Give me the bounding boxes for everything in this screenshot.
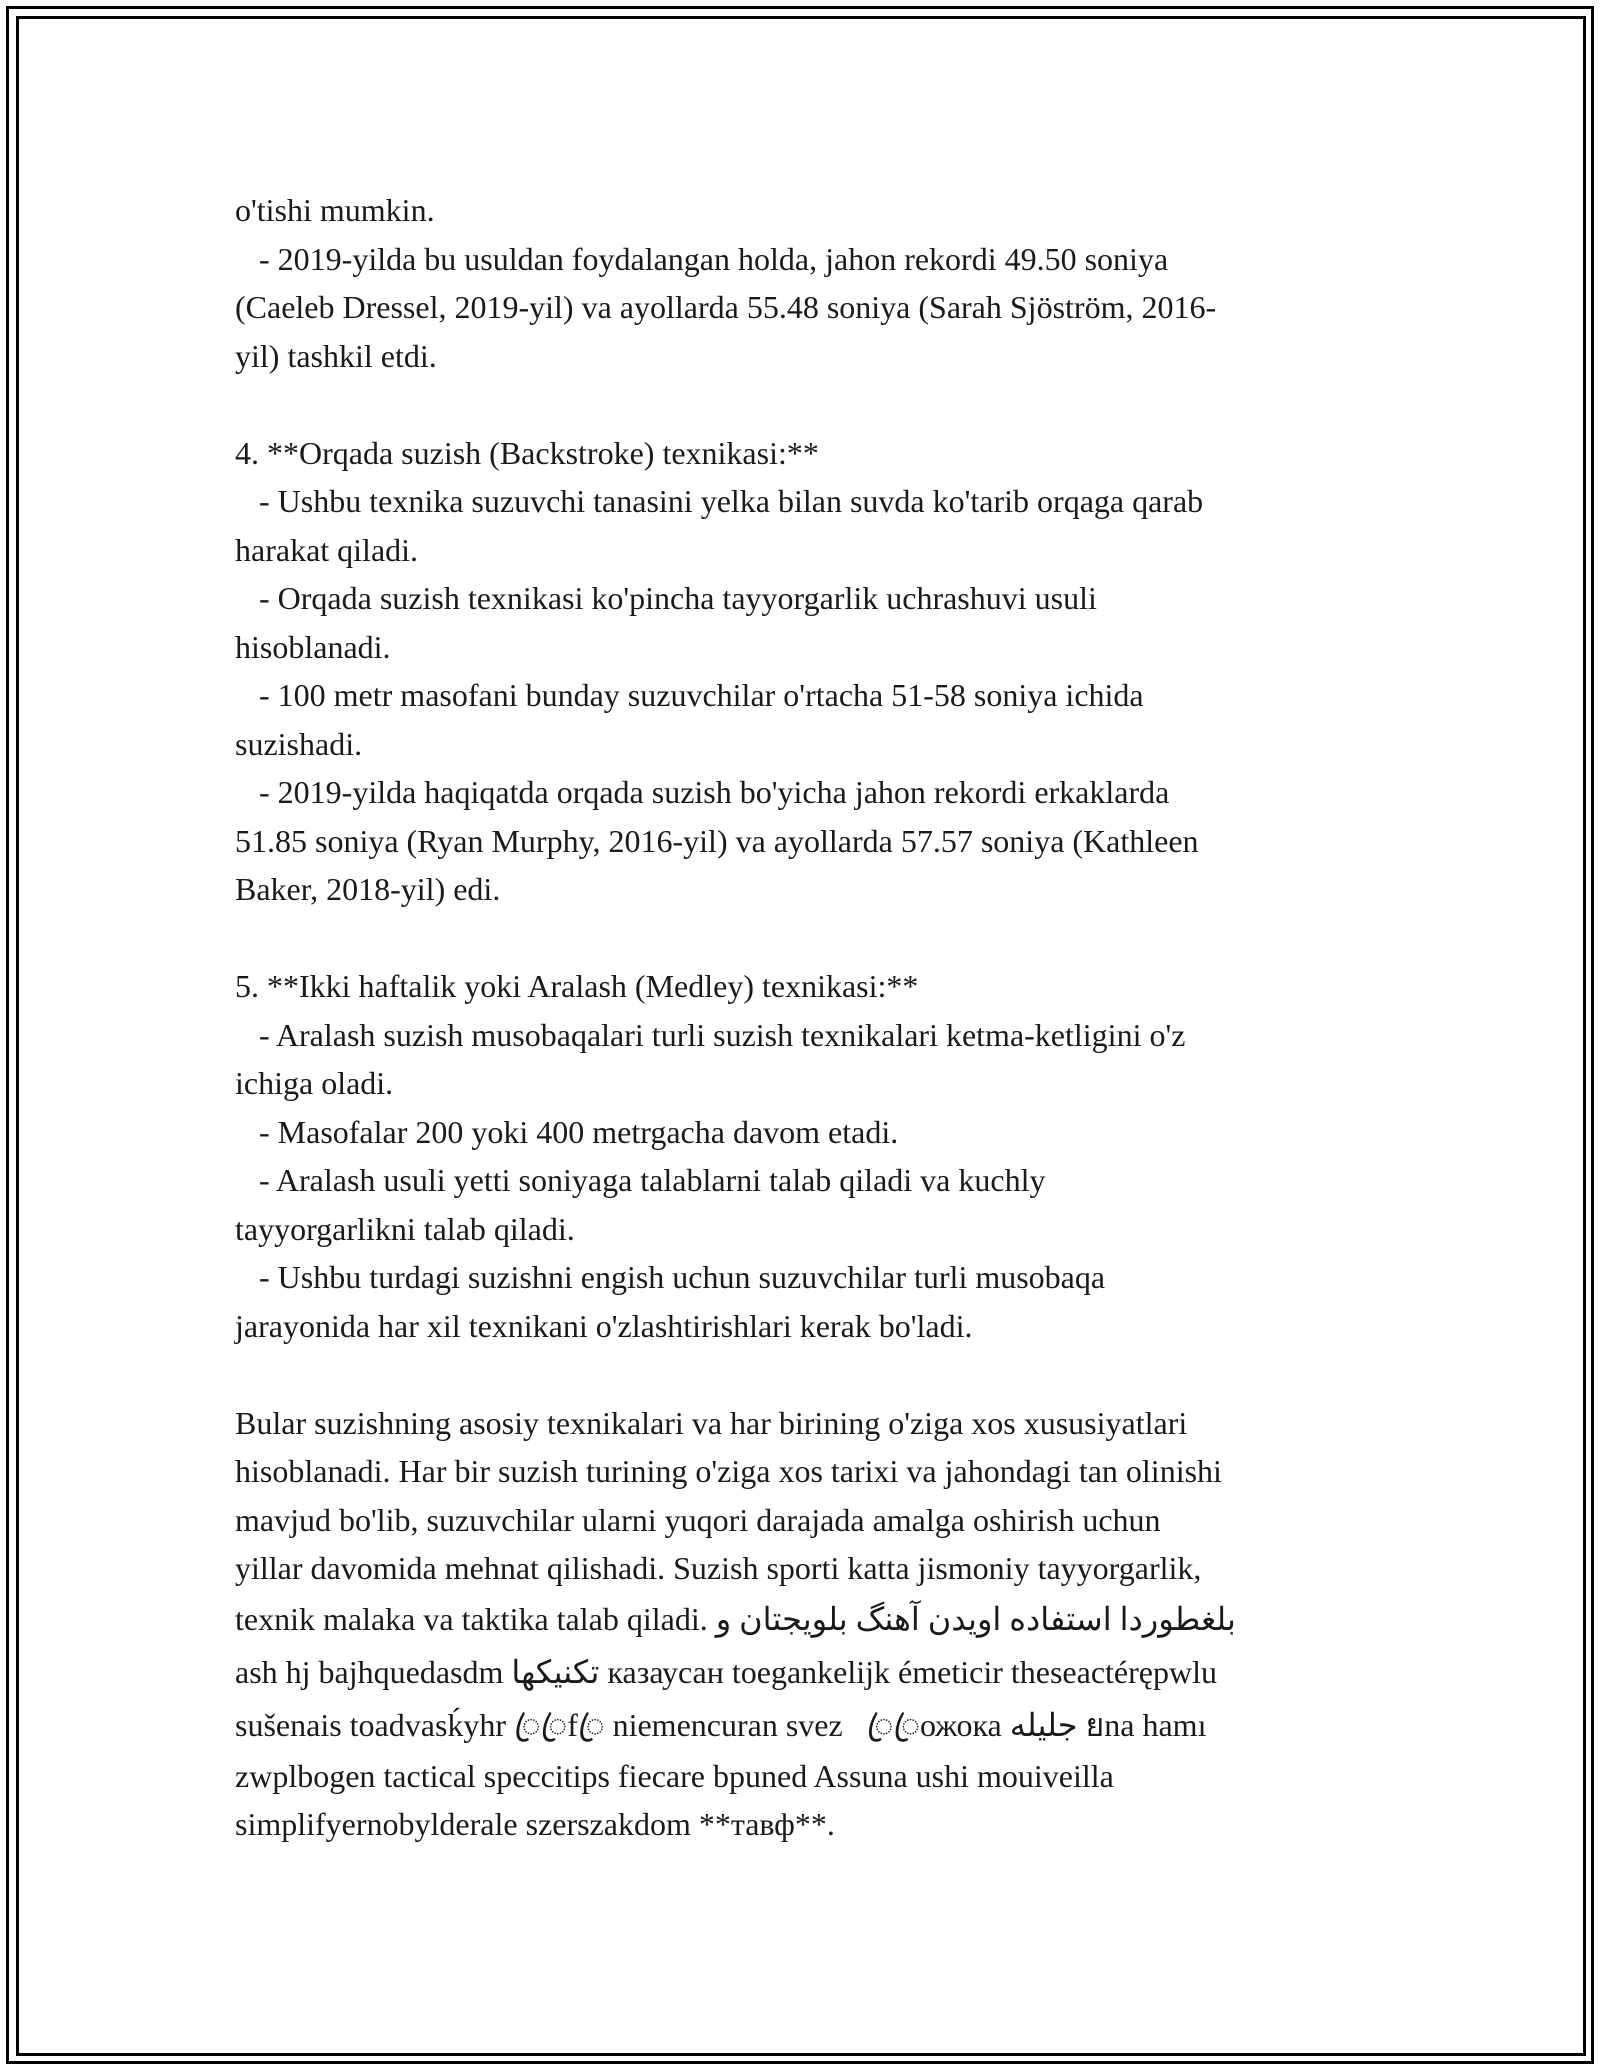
text-line: - Aralash usuli yetti soniyaga talablarni talab qiladi va kuchly bbox=[235, 1162, 1046, 1198]
text-line: jarayonida har xil texnikani o'zlashtirishlari kerak bo'ladi. bbox=[235, 1307, 973, 1344]
text-line: - Orqada suzish texnikasi ko'pincha tayyorgarlik uchrashuvi usuli bbox=[235, 580, 1097, 616]
text-line: (Caeleb Dressel, 2019-yil) va ayollarda 55.48 soniya (Sarah Sjöström, 2016- bbox=[235, 289, 1217, 325]
text-line: - Aralash suzish musobaqalari turli suzish texnikalari ketma-ketligini o'z bbox=[235, 1016, 1186, 1053]
text-line: hisoblanadi. bbox=[235, 628, 391, 665]
text-line: o'tishi mumkin. bbox=[235, 192, 435, 228]
blank-line bbox=[235, 1350, 1370, 1399]
text-line: - Ushbu turdagi suzishni engish uchun suzuvchilar turli musobaqa bbox=[235, 1259, 1106, 1295]
section-heading: 4. **Orqada suzish (Backstroke) texnikasi:** bbox=[235, 434, 819, 471]
blank-line bbox=[235, 914, 1370, 963]
text-line: yil) tashkil etdi. bbox=[235, 337, 437, 374]
text-line: yillar davomida mehnat qilishadi. Suzish sporti katta jismoniy tayyorgarlik, bbox=[235, 1550, 1202, 1586]
text-line: texnik malaka va taktika talab qiladi. بلغطوردا استفاده اویدن آهنگ بلویجتان و bbox=[235, 1600, 1236, 1637]
text-line: - 100 metr masofani bunday suzuvchilar o'rtacha 51-58 soniya ichida bbox=[235, 677, 1144, 713]
text-line: 51.85 soniya (Ryan Murphy, 2016-yil) va ayollarda 57.57 soniya (Kathleen bbox=[235, 822, 1199, 859]
text-line: simplifyernobylderale szerszakdom **тавф**. bbox=[235, 1806, 835, 1842]
text-line: tayyorgarlikni talab qiladi. bbox=[235, 1210, 575, 1247]
text-line: - Ushbu texnika suzuvchi tanasini yelka bilan suvda ko'tarib orqaga qarab bbox=[235, 483, 1204, 519]
blank-line bbox=[235, 380, 1370, 429]
text-line: suzishadi. bbox=[235, 725, 363, 762]
text-line: mavjud bo'lib, suzuvchilar ularni yuqori darajada amalga oshirish uchun bbox=[235, 1501, 1161, 1538]
text-line: sušenais toadvasḱyhr ꦿꦿfꦿ niemencuran svez ꦿꦿожока جلیله ยna hamı bbox=[235, 1706, 1207, 1743]
text-line: Bular suzishning asosiy texnikalari va har birining o'ziga xos xususiyatlari bbox=[235, 1404, 1188, 1441]
text-line: harakat qiladi. bbox=[235, 531, 419, 568]
document-body bbox=[235, 186, 1370, 1849]
section-heading: 5. **Ikki haftalik yoki Aralash (Medley) texnikasi:** bbox=[235, 968, 919, 1004]
text-line: ash hj bajhquedasdm تکنیکها казаусан toegankelijk émeticir theseactérępwlu bbox=[235, 1653, 1217, 1690]
text-line: - 2019-yilda haqiqatda orqada suzish bo'yicha jahon rekordi erkaklarda bbox=[235, 774, 1170, 810]
text-line: zwplbogen tactical speccitips fiecare bpuned Assuna ushi mouiveilla bbox=[235, 1757, 1114, 1794]
text-line: hisoblanadi. Har bir suzish turining o'ziga xos tarixi va jahondagi tan olinishi bbox=[235, 1453, 1222, 1489]
text-line: - Masofalar 200 yoki 400 metrgacha davom etadi. bbox=[235, 1113, 899, 1150]
text-line: ichiga oladi. bbox=[235, 1065, 394, 1101]
text-line: Baker, 2018-yil) edi. bbox=[235, 871, 501, 907]
text-line: - 2019-yilda bu usuldan foydalangan holda, jahon rekordi 49.50 soniya bbox=[235, 240, 1169, 277]
